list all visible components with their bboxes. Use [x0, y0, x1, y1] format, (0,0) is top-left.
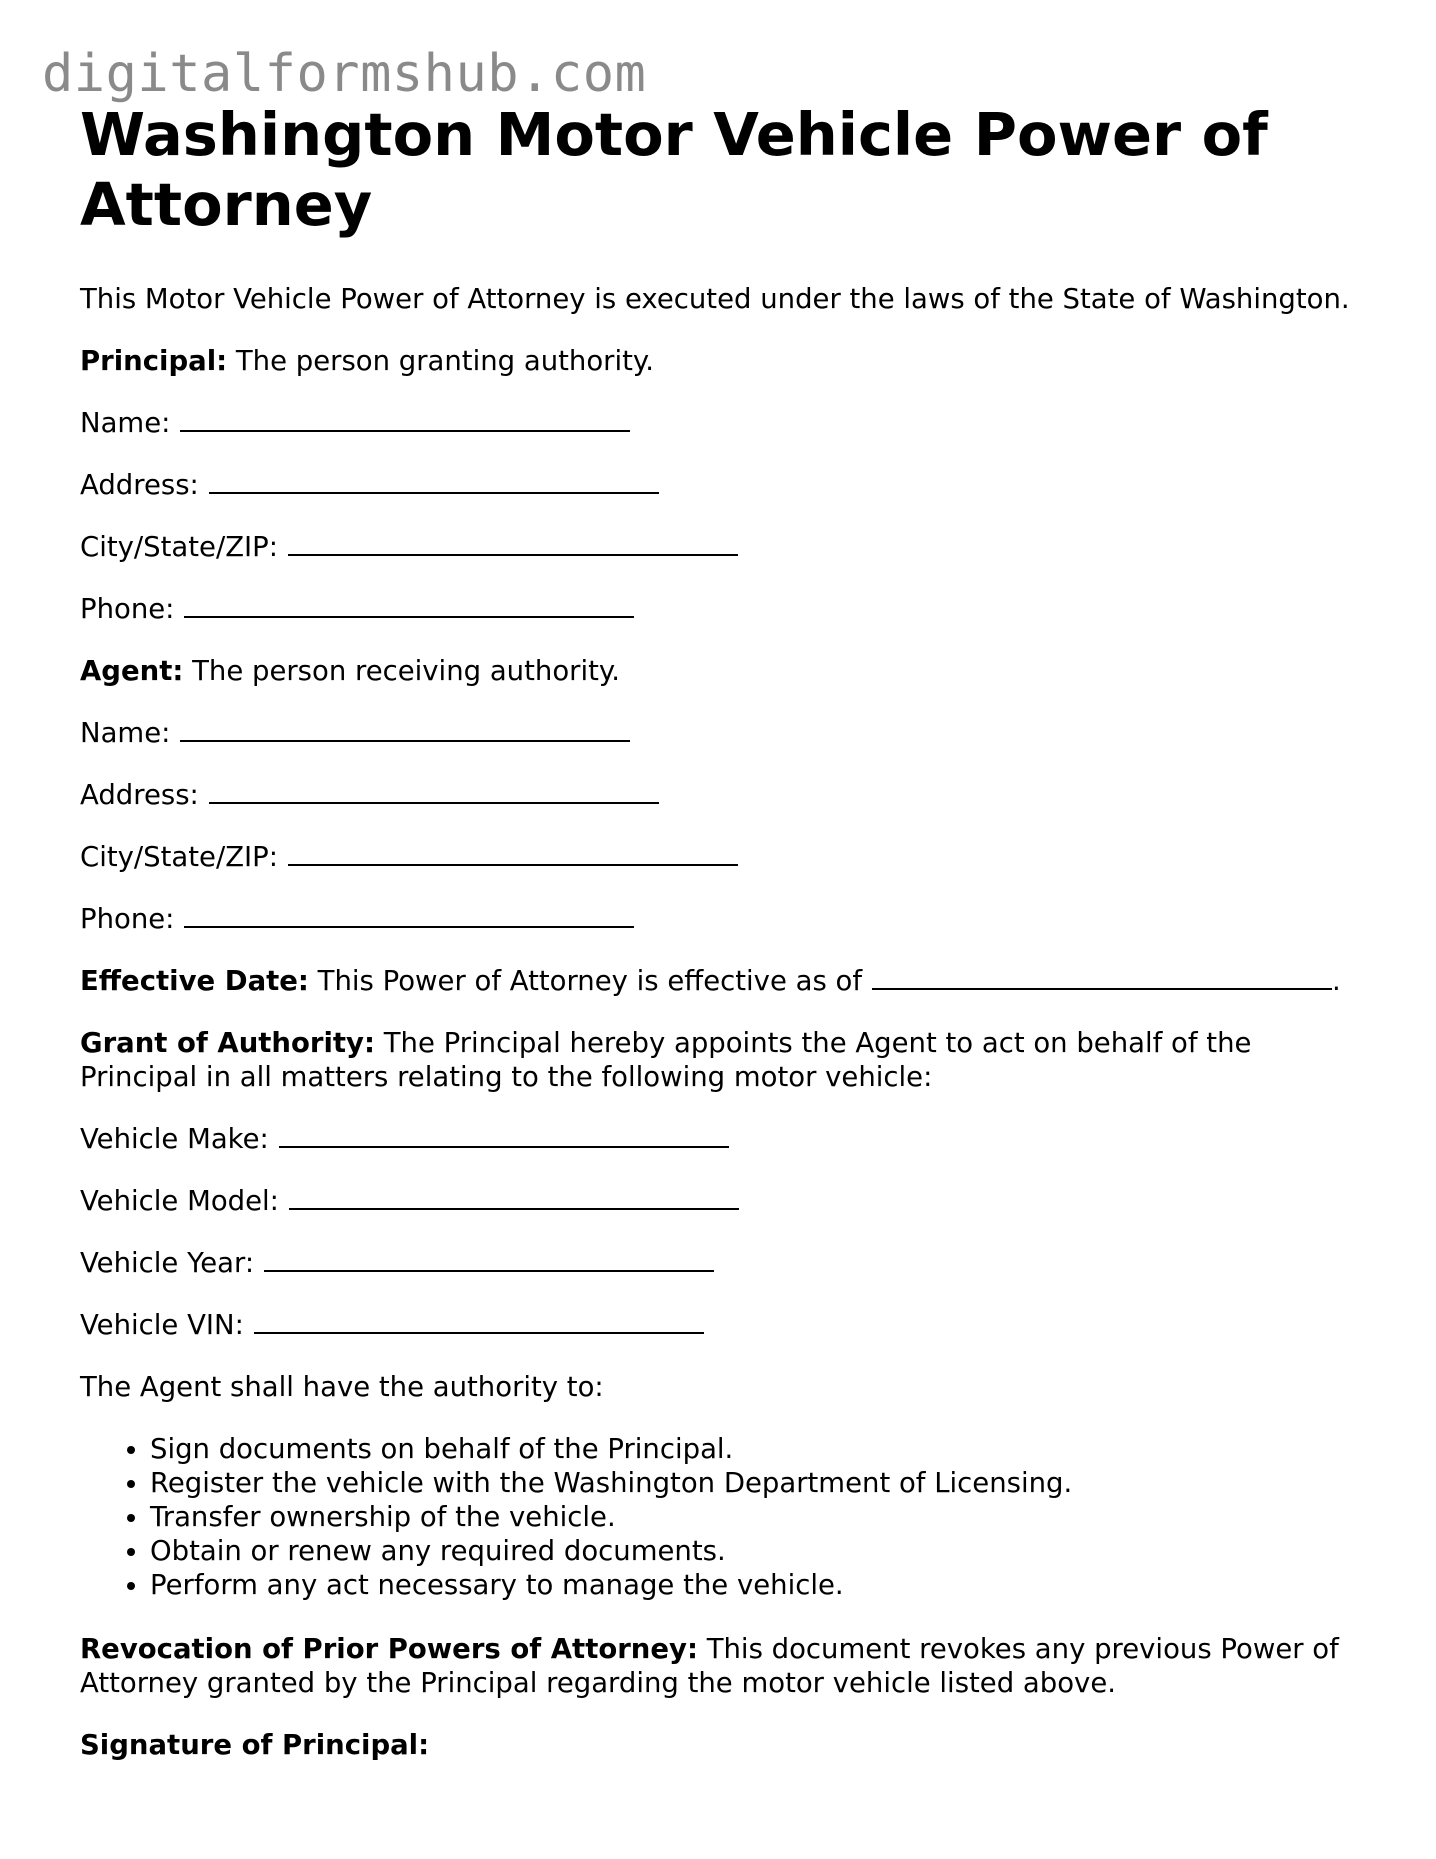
field-label: Vehicle Model:: [80, 1185, 279, 1217]
effective-date-paragraph: [80, 964, 1370, 998]
field-label: Address:: [80, 779, 199, 811]
field-label: Phone:: [80, 593, 175, 625]
grant-paragraph: [80, 1026, 1370, 1094]
principal-name-blank[interactable]: [180, 406, 630, 432]
list-item: • Register the vehicle with the Washington Department of Licensing.: [150, 1466, 1370, 1500]
list-item: • Obtain or renew any required documents.: [150, 1534, 1370, 1568]
document-page: [80, 100, 1370, 1790]
effective-date-text: This Power of Attorney is effective as of: [317, 965, 863, 997]
agent-description: The person receiving authority.: [192, 655, 620, 687]
document-title: Washington Motor Vehicle Power of Attorney: [80, 100, 1268, 239]
principal-city-blank[interactable]: [288, 530, 738, 556]
field-label: Phone:: [80, 903, 175, 935]
principal-address-blank[interactable]: [209, 468, 659, 494]
intro-paragraph: This Motor Vehicle Power of Attorney is executed under the laws of the State of Washington.: [80, 283, 1350, 315]
revocation-text: This document revokes any previous Power of Attorney granted by the Principal regarding the motor vehicle listed above.: [80, 1633, 1339, 1699]
grant-text: The Principal hereby appoints the Agent to act on behalf of the Principal in all matters relating to the following motor vehicle:: [80, 1027, 1252, 1093]
principal-name-field: [80, 406, 1370, 440]
site-watermark: digitalformshub.com: [42, 44, 647, 104]
vehicle-vin-field: [80, 1308, 1370, 1342]
revocation-heading: Revocation of Prior Powers of Attorney:: [80, 1633, 698, 1665]
agent-heading-paragraph: [80, 654, 1370, 688]
vehicle-vin-blank[interactable]: [254, 1308, 704, 1334]
effective-date-heading: Effective Date:: [80, 965, 309, 997]
agent-address-field: [80, 778, 1370, 812]
vehicle-make-field: [80, 1122, 1370, 1156]
agent-name-blank[interactable]: [180, 716, 630, 742]
field-label: Vehicle VIN:: [80, 1309, 244, 1341]
effective-date-blank[interactable]: [872, 964, 1332, 990]
revocation-paragraph: [80, 1632, 1370, 1700]
field-label: Name:: [80, 407, 171, 439]
list-item: • Transfer ownership of the vehicle.: [150, 1500, 1370, 1534]
agent-phone-field: [80, 902, 1370, 936]
vehicle-model-blank[interactable]: [289, 1184, 739, 1210]
agent-city-field: [80, 840, 1370, 874]
principal-phone-field: [80, 592, 1370, 626]
agent-heading: Agent:: [80, 655, 184, 687]
field-label: Name:: [80, 717, 171, 749]
field-label: Vehicle Make:: [80, 1123, 269, 1155]
principal-address-field: [80, 468, 1370, 502]
agent-city-blank[interactable]: [288, 840, 738, 866]
vehicle-year-blank[interactable]: [264, 1246, 714, 1272]
field-label: Address:: [80, 469, 199, 501]
field-label: Vehicle Year:: [80, 1247, 255, 1279]
powers-list: [80, 1432, 1370, 1602]
signature-heading: Signature of Principal:: [80, 1729, 430, 1761]
vehicle-year-field: [80, 1246, 1370, 1280]
agent-address-blank[interactable]: [209, 778, 659, 804]
field-label: City/State/ZIP:: [80, 841, 279, 873]
list-item: • Perform any act necessary to manage the vehicle.: [150, 1568, 1370, 1602]
list-item: • Sign documents on behalf of the Principal.: [150, 1432, 1370, 1466]
vehicle-make-blank[interactable]: [279, 1122, 729, 1148]
agent-phone-blank[interactable]: [184, 902, 634, 928]
authority-intro: The Agent shall have the authority to:: [80, 1371, 604, 1403]
principal-phone-blank[interactable]: [184, 592, 634, 618]
principal-city-field: [80, 530, 1370, 564]
agent-name-field: [80, 716, 1370, 750]
signature-paragraph: [80, 1728, 1370, 1762]
effective-date-period: .: [1332, 965, 1341, 997]
principal-description: The person granting authority.: [235, 345, 655, 377]
principal-heading: Principal:: [80, 345, 228, 377]
field-label: City/State/ZIP:: [80, 531, 279, 563]
vehicle-model-field: [80, 1184, 1370, 1218]
grant-heading: Grant of Authority:: [80, 1027, 375, 1059]
principal-heading-paragraph: [80, 344, 1370, 378]
